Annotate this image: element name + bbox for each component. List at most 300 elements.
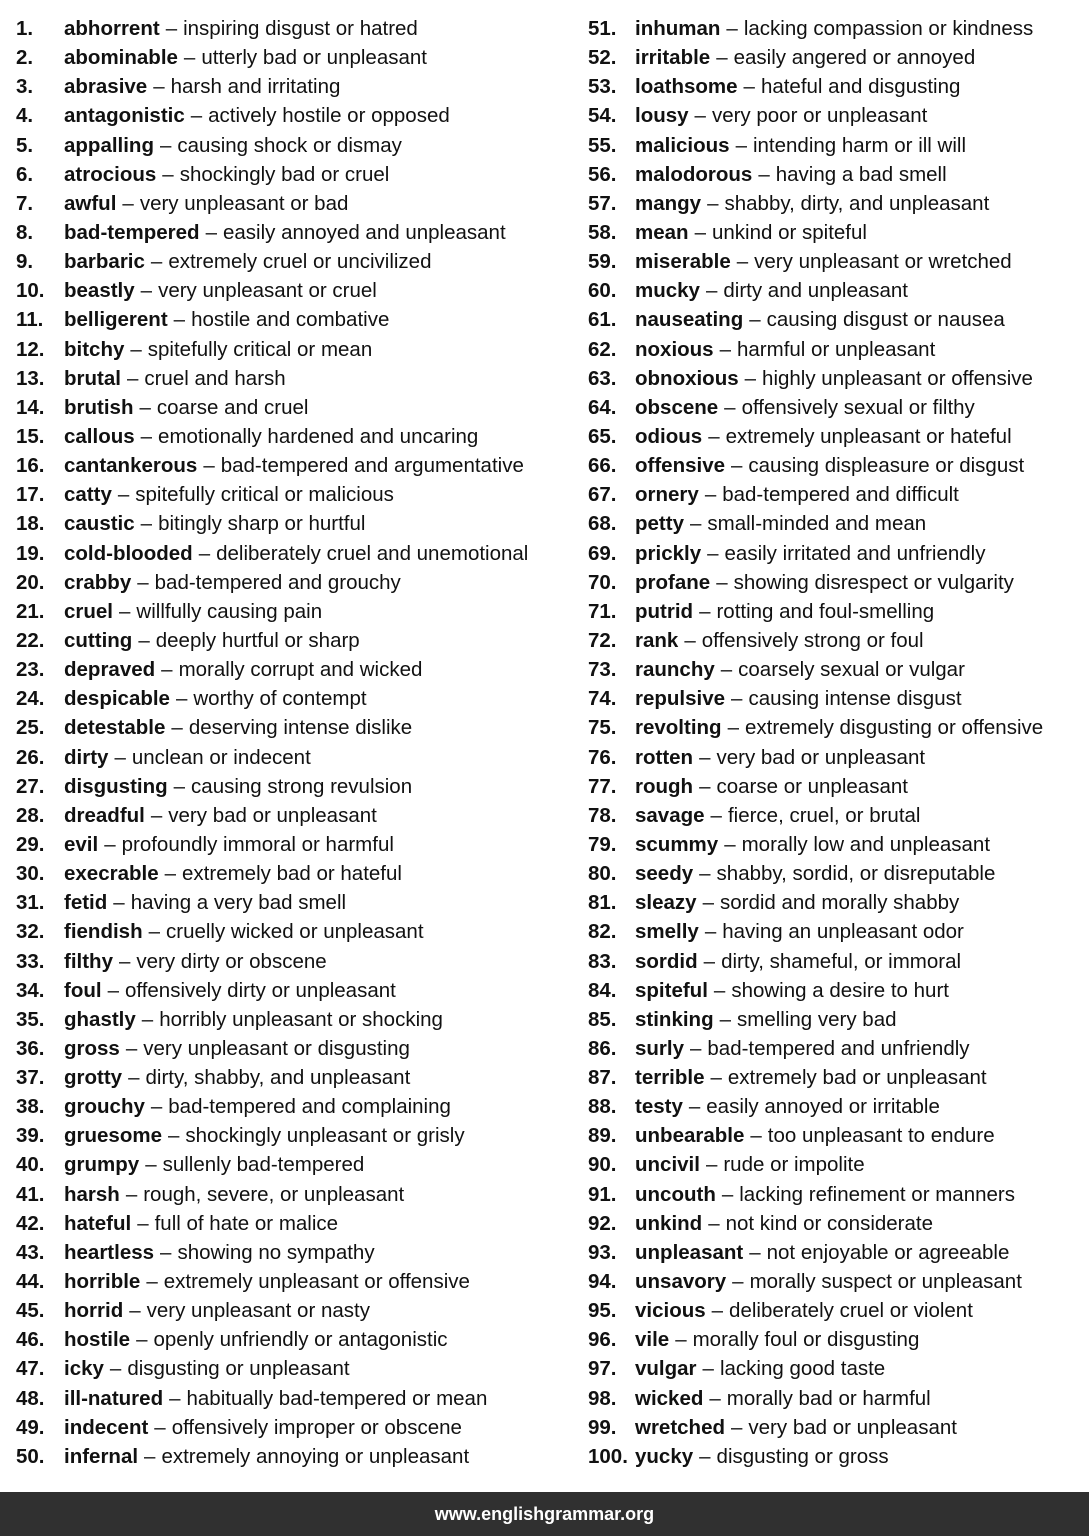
item-number: 61.	[588, 308, 617, 332]
item-number: 11.	[16, 308, 44, 332]
item-definition: smelling very bad	[737, 1007, 897, 1031]
item-text	[635, 743, 925, 772]
item-text	[635, 917, 964, 946]
item-definition: willfully causing pain	[136, 599, 323, 623]
item-word: antagonistic	[64, 104, 185, 128]
list-item	[588, 480, 1083, 509]
list-item	[588, 276, 1083, 305]
list-item	[16, 247, 576, 276]
item-text	[635, 1238, 1009, 1267]
item-number: 56.	[588, 162, 617, 186]
item-definition: having an unpleasant odor	[722, 920, 964, 944]
item-definition: too unpleasant to endure	[767, 1124, 995, 1148]
item-separator: –	[190, 104, 203, 128]
item-word: stinking	[635, 1007, 714, 1031]
item-number: 52.	[588, 46, 617, 70]
item-text	[635, 1413, 957, 1442]
item-definition: disgusting or gross	[716, 1444, 889, 1468]
list-item	[16, 1267, 576, 1296]
item-word: testy	[635, 1095, 683, 1119]
item-separator: –	[150, 803, 163, 827]
item-definition: easily irritated and unfriendly	[724, 541, 986, 565]
item-word: terrible	[635, 1066, 705, 1090]
item-number: 31.	[16, 891, 45, 915]
list-item	[588, 830, 1083, 859]
item-number: 94.	[588, 1270, 617, 1294]
list-item	[588, 1413, 1083, 1442]
item-number: 27.	[16, 774, 45, 798]
item-text	[635, 888, 959, 917]
item-text	[635, 247, 1012, 276]
item-definition: offensively improper or obscene	[171, 1415, 462, 1439]
item-separator: –	[702, 1357, 714, 1381]
item-number: 34.	[16, 978, 45, 1002]
item-text	[64, 131, 402, 160]
item-number: 47.	[16, 1357, 45, 1381]
list-item	[588, 218, 1083, 247]
item-text	[64, 422, 478, 451]
item-definition: cruelly wicked or unpleasant	[166, 920, 424, 944]
item-separator: –	[141, 1007, 154, 1031]
item-definition: causing displeasure or disgust	[748, 454, 1025, 478]
item-number: 10.	[16, 279, 45, 303]
item-number: 54.	[588, 104, 617, 128]
item-definition: full of hate or malice	[154, 1211, 339, 1235]
item-definition: shockingly bad or cruel	[179, 162, 390, 186]
item-separator: –	[704, 920, 717, 944]
item-number: 44.	[16, 1270, 45, 1294]
item-definition: very bad or unpleasant	[716, 745, 926, 769]
list-item	[588, 101, 1083, 130]
item-text	[64, 830, 394, 859]
item-separator: –	[724, 395, 736, 419]
item-text	[635, 1384, 931, 1413]
item-separator: –	[144, 1444, 156, 1468]
item-number: 69.	[588, 541, 617, 565]
item-definition: showing no sympathy	[177, 1240, 375, 1264]
item-definition: disgusting or unpleasant	[127, 1357, 350, 1381]
list-item	[588, 393, 1083, 422]
item-definition: inspiring disgust or hatred	[183, 17, 418, 40]
item-number: 92.	[588, 1211, 617, 1235]
item-text	[64, 1296, 370, 1325]
item-separator: –	[171, 716, 183, 740]
item-separator: –	[732, 1270, 744, 1294]
item-word: beastly	[64, 279, 135, 303]
item-word: uncivil	[635, 1153, 700, 1177]
item-separator: –	[707, 191, 719, 215]
item-number: 83.	[588, 949, 617, 973]
list-item	[588, 1121, 1083, 1150]
item-word: brutal	[64, 366, 121, 390]
item-definition: very unpleasant or nasty	[146, 1299, 370, 1323]
item-word: grotty	[64, 1066, 123, 1090]
item-separator: –	[203, 454, 215, 478]
item-text	[635, 101, 927, 130]
item-number: 55.	[588, 133, 617, 157]
item-separator: –	[104, 832, 116, 856]
item-definition: morally low and unpleasant	[741, 832, 991, 856]
item-separator: –	[749, 1240, 761, 1264]
item-number: 41.	[16, 1182, 45, 1206]
list-item	[588, 597, 1083, 626]
item-definition: coarse or unpleasant	[716, 774, 908, 798]
item-definition: horribly unpleasant or shocking	[159, 1007, 443, 1031]
list-item	[588, 1325, 1083, 1354]
item-separator: –	[721, 1182, 734, 1206]
item-separator: –	[711, 1299, 724, 1323]
item-text	[64, 1150, 364, 1179]
item-separator: –	[117, 483, 130, 507]
item-number: 46.	[16, 1328, 45, 1352]
item-separator: –	[720, 658, 733, 682]
item-number: 81.	[588, 891, 617, 915]
list-item	[16, 1354, 576, 1383]
item-word: malicious	[635, 133, 730, 157]
list-item	[16, 1092, 576, 1121]
item-definition: shabby, sordid, or disreputable	[716, 862, 996, 886]
item-text	[64, 72, 340, 101]
item-number: 45.	[16, 1299, 45, 1323]
item-word: vile	[635, 1328, 670, 1352]
item-definition: very unpleasant or bad	[139, 191, 349, 215]
item-definition: offensively sexual or filthy	[741, 395, 975, 419]
list-item	[588, 626, 1083, 655]
list-item	[16, 160, 576, 189]
list-item	[588, 568, 1083, 597]
item-text	[64, 1209, 338, 1238]
item-definition: very unpleasant or cruel	[158, 279, 377, 303]
item-separator: –	[159, 133, 172, 157]
item-word: ill-natured	[64, 1386, 164, 1410]
list-item	[16, 888, 576, 917]
item-word: loathsome	[635, 75, 738, 99]
list-item	[16, 364, 576, 393]
item-separator: –	[137, 1211, 149, 1235]
item-word: bitchy	[64, 337, 125, 361]
item-separator: –	[129, 1299, 141, 1323]
list-item	[588, 713, 1083, 742]
item-definition: sordid and morally shabby	[719, 891, 960, 915]
item-separator: –	[708, 424, 720, 448]
item-separator: –	[154, 1415, 166, 1439]
item-definition: easily annoyed and unpleasant	[222, 220, 506, 244]
item-definition: bad-tempered and unfriendly	[707, 1036, 970, 1060]
item-separator: –	[173, 308, 186, 332]
item-number: 64.	[588, 395, 617, 419]
item-word: execrable	[64, 862, 159, 886]
item-text	[64, 1238, 375, 1267]
item-definition: deserving intense dislike	[188, 716, 413, 740]
list-item	[16, 1180, 576, 1209]
item-separator: –	[126, 366, 139, 390]
item-number: 75.	[588, 716, 617, 740]
item-word: wretched	[635, 1415, 725, 1439]
item-separator: –	[161, 658, 173, 682]
item-definition: cruel and harsh	[144, 366, 286, 390]
item-definition: dirty, shabby, and unpleasant	[145, 1066, 411, 1090]
list-item	[588, 1296, 1083, 1325]
item-separator: –	[675, 1328, 687, 1352]
list-item	[588, 43, 1083, 72]
list-item	[16, 189, 576, 218]
item-text	[64, 43, 427, 72]
list-item	[16, 1063, 576, 1092]
item-number: 78.	[588, 803, 617, 827]
item-definition: extremely unpleasant or offensive	[163, 1270, 470, 1294]
item-definition: worthy of contempt	[193, 687, 367, 711]
item-definition: rough, severe, or unpleasant	[143, 1182, 405, 1206]
item-text	[635, 72, 960, 101]
item-text	[64, 743, 311, 772]
item-number: 98.	[588, 1386, 617, 1410]
item-number: 28.	[16, 803, 45, 827]
item-word: miserable	[635, 250, 731, 274]
item-definition: coarsely sexual or vulgar	[738, 658, 965, 682]
item-definition: extremely bad or unpleasant	[727, 1066, 987, 1090]
item-word: evil	[64, 832, 99, 856]
item-text	[64, 305, 389, 334]
item-separator: –	[118, 949, 131, 973]
item-definition: having a bad smell	[775, 162, 947, 186]
item-number: 1.	[16, 17, 34, 40]
item-word: ornery	[635, 483, 699, 507]
list-item	[588, 247, 1083, 276]
item-number: 90.	[588, 1153, 617, 1177]
item-number: 95.	[588, 1299, 617, 1323]
item-definition: morally foul or disgusting	[692, 1328, 920, 1352]
item-number: 33.	[16, 949, 45, 973]
item-text	[635, 14, 1033, 43]
item-word: sordid	[635, 949, 698, 973]
list-item	[588, 1442, 1083, 1471]
item-text	[64, 568, 401, 597]
item-number: 89.	[588, 1124, 617, 1148]
item-definition: causing disgust or nausea	[766, 308, 1005, 332]
item-definition: offensively dirty or unpleasant	[124, 978, 396, 1002]
item-word: inhuman	[635, 17, 721, 40]
item-text	[64, 1005, 443, 1034]
item-text	[635, 713, 1043, 742]
item-word: offensive	[635, 454, 725, 478]
item-text	[64, 772, 412, 801]
list-item	[588, 160, 1083, 189]
item-word: depraved	[64, 658, 156, 682]
item-text	[64, 655, 422, 684]
list-item	[588, 539, 1083, 568]
item-text	[635, 684, 962, 713]
item-number: 17.	[16, 483, 45, 507]
item-text	[64, 1180, 404, 1209]
item-word: gruesome	[64, 1124, 162, 1148]
item-text	[64, 1325, 448, 1354]
item-word: unpleasant	[635, 1240, 744, 1264]
item-word: raunchy	[635, 658, 715, 682]
item-separator: –	[139, 395, 151, 419]
item-word: detestable	[64, 716, 166, 740]
item-word: gross	[64, 1036, 120, 1060]
item-text	[635, 976, 949, 1005]
item-separator: –	[719, 1007, 731, 1031]
item-definition: intending harm or ill will	[752, 133, 967, 157]
item-word: profane	[635, 570, 711, 594]
item-definition: rotting and foul-smelling	[716, 599, 935, 623]
item-number: 88.	[588, 1095, 617, 1119]
item-separator: –	[694, 220, 706, 244]
item-definition: fierce, cruel, or brutal	[727, 803, 921, 827]
item-word: seedy	[635, 862, 694, 886]
item-separator: –	[758, 162, 770, 186]
list-item	[16, 568, 576, 597]
item-number: 32.	[16, 920, 45, 944]
item-separator: –	[731, 454, 743, 478]
item-separator: –	[684, 628, 696, 652]
list-item	[16, 743, 576, 772]
item-definition: offensively strong or foul	[701, 628, 924, 652]
item-text	[635, 568, 1014, 597]
item-number: 62.	[588, 337, 617, 361]
item-text	[635, 1180, 1015, 1209]
item-separator: –	[689, 512, 702, 536]
item-separator: –	[140, 512, 153, 536]
item-text	[635, 1442, 889, 1471]
list-item	[588, 859, 1083, 888]
item-text	[635, 1092, 940, 1121]
item-separator: –	[138, 628, 150, 652]
list-item	[588, 189, 1083, 218]
item-number: 50.	[16, 1444, 45, 1468]
item-text	[64, 976, 396, 1005]
item-number: 70.	[588, 570, 617, 594]
item-number: 13.	[16, 366, 45, 390]
item-number: 53.	[588, 75, 617, 99]
item-separator: –	[750, 1124, 762, 1148]
word-list-left-column	[16, 14, 576, 1471]
item-word: horrid	[64, 1299, 124, 1323]
item-text	[64, 1384, 487, 1413]
item-number: 21.	[16, 599, 45, 623]
item-word: rank	[635, 628, 679, 652]
item-number: 24.	[16, 687, 45, 711]
item-definition: extremely unpleasant or hateful	[725, 424, 1012, 448]
list-item	[16, 1121, 576, 1150]
item-text	[64, 801, 377, 830]
item-definition: extremely cruel or uncivilized	[168, 250, 432, 274]
list-item	[588, 1238, 1083, 1267]
item-word: awful	[64, 191, 117, 215]
list-item	[588, 509, 1083, 538]
item-number: 86.	[588, 1036, 617, 1060]
item-word: cold-blooded	[64, 541, 193, 565]
list-item	[588, 801, 1083, 830]
item-number: 3.	[16, 75, 34, 99]
item-separator: –	[130, 337, 142, 361]
item-word: unbearable	[635, 1124, 745, 1148]
item-text	[64, 1267, 470, 1296]
item-definition: showing a desire to hurt	[731, 978, 949, 1002]
item-word: mucky	[635, 279, 700, 303]
item-number: 36.	[16, 1036, 45, 1060]
item-separator: –	[699, 599, 711, 623]
item-separator: –	[705, 279, 718, 303]
item-text	[635, 189, 989, 218]
item-definition: easily angered or annoyed	[733, 46, 976, 70]
item-number: 85.	[588, 1007, 617, 1031]
item-definition: causing strong revulsion	[191, 774, 413, 798]
list-item	[16, 509, 576, 538]
item-definition: bad-tempered and argumentative	[220, 454, 524, 478]
list-item	[16, 1325, 576, 1354]
list-item	[588, 131, 1083, 160]
item-text	[635, 1209, 933, 1238]
item-number: 29.	[16, 832, 45, 856]
item-word: spiteful	[635, 978, 708, 1002]
item-word: barbaric	[64, 250, 145, 274]
list-item	[16, 1442, 576, 1471]
item-text	[635, 1325, 919, 1354]
list-item	[16, 14, 576, 43]
item-separator: –	[150, 250, 163, 274]
list-item	[588, 743, 1083, 772]
item-word: caustic	[64, 512, 135, 536]
item-definition: causing shock or dismay	[177, 133, 402, 157]
item-word: disgusting	[64, 774, 168, 798]
item-word: sleazy	[635, 891, 697, 915]
item-number: 60.	[588, 279, 617, 303]
item-text	[64, 1092, 451, 1121]
item-definition: having a very bad smell	[130, 891, 347, 915]
item-word: malodorous	[635, 162, 753, 186]
item-number: 39.	[16, 1124, 45, 1148]
item-number: 96.	[588, 1328, 617, 1352]
list-item	[16, 1034, 576, 1063]
item-text	[64, 160, 389, 189]
item-definition: emotionally hardened and uncaring	[158, 424, 479, 448]
footer-banner	[0, 1492, 1089, 1536]
item-word: indecent	[64, 1415, 149, 1439]
item-number: 79.	[588, 832, 617, 856]
item-text	[64, 597, 322, 626]
item-text	[635, 859, 995, 888]
item-definition: spitefully critical or mean	[147, 337, 373, 361]
item-text	[64, 888, 346, 917]
item-separator: –	[128, 1066, 140, 1090]
list-item	[588, 888, 1083, 917]
item-word: savage	[635, 803, 705, 827]
item-text	[635, 43, 975, 72]
item-word: icky	[64, 1357, 104, 1381]
item-number: 72.	[588, 628, 617, 652]
list-item	[16, 655, 576, 684]
item-number: 25.	[16, 716, 45, 740]
item-definition: lacking compassion or kindness	[743, 17, 1034, 40]
item-text	[635, 160, 947, 189]
item-separator: –	[688, 1095, 701, 1119]
item-definition: bitingly sharp or hurtful	[158, 512, 366, 536]
item-text	[635, 597, 934, 626]
item-number: 48.	[16, 1386, 45, 1410]
list-item	[588, 1209, 1083, 1238]
item-definition: bad-tempered and difficult	[722, 483, 959, 507]
item-separator: –	[136, 1328, 148, 1352]
item-text	[64, 1034, 410, 1063]
item-number: 57.	[588, 191, 617, 215]
item-definition: very dirty or obscene	[136, 949, 327, 973]
item-word: noxious	[635, 337, 714, 361]
item-definition: lacking good taste	[719, 1357, 886, 1381]
item-text	[635, 480, 959, 509]
list-item	[588, 14, 1083, 43]
